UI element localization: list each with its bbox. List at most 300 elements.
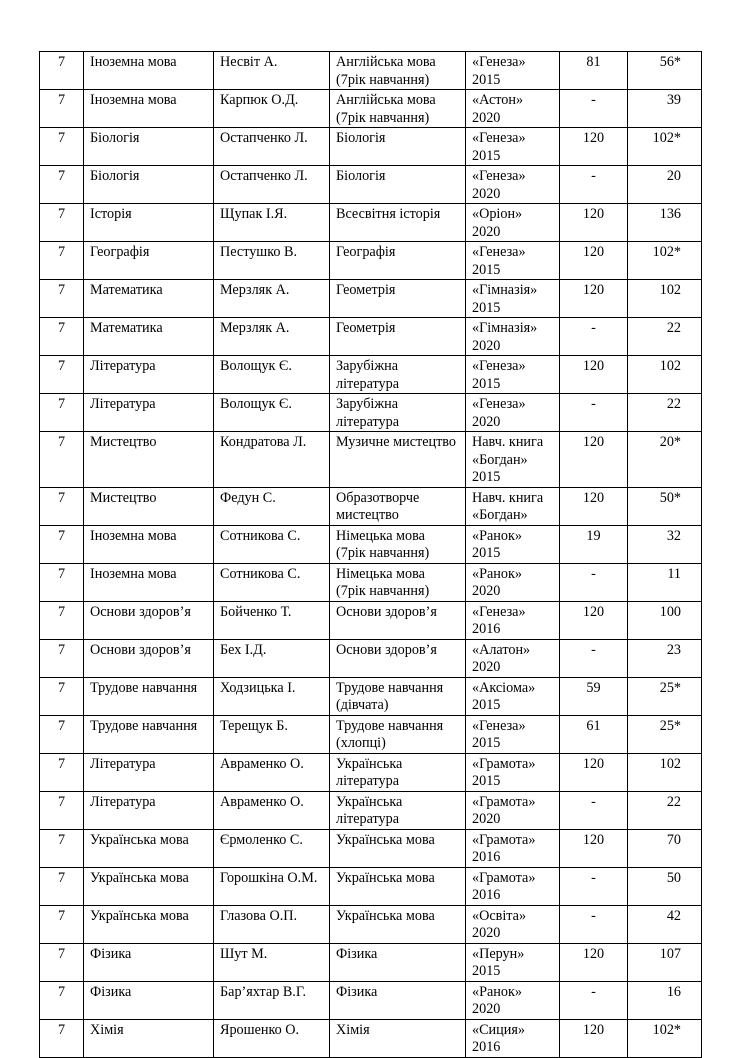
publisher-cell <box>466 90 560 128</box>
title-line: Образотворче <box>336 489 420 506</box>
title-cell <box>330 829 466 867</box>
title-cell <box>330 487 466 525</box>
exemplars-cell: - <box>560 867 628 905</box>
title-cell <box>330 981 466 1019</box>
author-cell: Мерзляк А. <box>214 318 330 356</box>
publisher-line: 2015 <box>472 261 501 278</box>
publisher-line: 2016 <box>472 621 501 637</box>
author-cell: Шут М. <box>214 943 330 981</box>
publisher-line: «Ранок» <box>472 527 522 544</box>
publisher-line: «Гімназія» <box>472 320 538 336</box>
publisher-line: «Генеза» <box>472 603 526 620</box>
publisher-line: 2020 <box>472 185 501 202</box>
exemplars-cell: - <box>560 90 628 128</box>
table-row <box>40 242 702 280</box>
available-cell: 22 <box>628 394 702 432</box>
publisher-line: «Генеза» <box>472 717 526 734</box>
table-row <box>40 166 702 204</box>
table-row <box>40 715 702 753</box>
title-line: Фізика <box>336 983 378 1000</box>
grade-cell: 7 <box>40 394 84 432</box>
title-line: Геометрія <box>336 320 396 336</box>
title-line: Українська мова <box>336 831 435 848</box>
table-row <box>40 677 702 715</box>
exemplars-cell: 120 <box>560 204 628 242</box>
subject-cell: Мистецтво <box>84 432 214 488</box>
title-cell <box>330 753 466 791</box>
publisher-line: «Гімназія» <box>472 282 538 298</box>
exemplars-cell: 120 <box>560 753 628 791</box>
title-cell <box>330 867 466 905</box>
title-line: (хлопці) <box>336 735 386 751</box>
publisher-line: 2015 <box>472 299 501 316</box>
available-cell: 23 <box>628 639 702 677</box>
grade-cell: 7 <box>40 867 84 905</box>
grade-cell: 7 <box>40 204 84 242</box>
author-cell: Глазова О.П. <box>214 905 330 943</box>
publisher-cell <box>466 753 560 791</box>
title-cell <box>330 280 466 318</box>
title-line: Фізика <box>336 945 378 962</box>
publisher-cell <box>466 677 560 715</box>
publisher-cell <box>466 525 560 563</box>
grade-cell: 7 <box>40 981 84 1019</box>
title-line: (7рік навчання) <box>336 545 430 561</box>
publisher-cell <box>466 601 560 639</box>
title-line: література <box>336 413 400 430</box>
exemplars-cell: 120 <box>560 356 628 394</box>
publisher-line: 2020 <box>472 925 501 941</box>
publisher-cell <box>466 242 560 280</box>
subject-cell: Фізика <box>84 981 214 1019</box>
subject-cell: Трудове навчання <box>84 677 214 715</box>
title-cell <box>330 204 466 242</box>
title-line: Біологія <box>336 168 386 184</box>
publisher-cell <box>466 128 560 166</box>
grade-cell: 7 <box>40 318 84 356</box>
author-cell: Мерзляк А. <box>214 280 330 318</box>
available-cell: 39 <box>628 90 702 128</box>
exemplars-cell: - <box>560 981 628 1019</box>
author-cell: Кондратова Л. <box>214 432 330 488</box>
table-row <box>40 943 702 981</box>
available-cell: 20 <box>628 166 702 204</box>
publisher-line: 2016 <box>472 887 501 903</box>
title-line: Геометрія <box>336 282 396 298</box>
exemplars-cell: 120 <box>560 601 628 639</box>
publisher-cell <box>466 829 560 867</box>
subject-cell: Українська мова <box>84 829 214 867</box>
publisher-cell <box>466 715 560 753</box>
subject-cell: Хімія <box>84 1019 214 1057</box>
publisher-cell <box>466 52 560 90</box>
publisher-line: 2016 <box>472 1039 501 1055</box>
title-cell <box>330 905 466 943</box>
subject-cell: Історія <box>84 204 214 242</box>
table-row <box>40 487 702 525</box>
publisher-cell <box>466 943 560 981</box>
publisher-cell <box>466 639 560 677</box>
exemplars-cell: - <box>560 905 628 943</box>
publisher-cell <box>466 166 560 204</box>
title-cell <box>330 52 466 90</box>
exemplars-cell: - <box>560 394 628 432</box>
publisher-line: «Астон» <box>472 92 524 108</box>
author-cell: Бойченко Т. <box>214 601 330 639</box>
title-line: Зарубіжна <box>336 396 399 412</box>
title-line: Українська мова <box>336 869 435 886</box>
subject-cell: Іноземна мова <box>84 525 214 563</box>
author-cell: Ярошенко О. <box>214 1019 330 1057</box>
author-cell: Сотникова С. <box>214 563 330 601</box>
exemplars-cell: - <box>560 791 628 829</box>
subject-cell: Українська мова <box>84 867 214 905</box>
grade-cell: 7 <box>40 166 84 204</box>
subject-cell: Українська мова <box>84 905 214 943</box>
textbook-table-body <box>40 52 702 1058</box>
title-line: (дівчата) <box>336 697 389 713</box>
title-cell <box>330 394 466 432</box>
grade-cell: 7 <box>40 280 84 318</box>
grade-cell: 7 <box>40 52 84 90</box>
title-line: Українська <box>336 793 403 810</box>
table-row <box>40 867 702 905</box>
exemplars-cell: 120 <box>560 432 628 488</box>
available-cell: 11 <box>628 563 702 601</box>
publisher-line: «Алатон» <box>472 641 531 658</box>
grade-cell: 7 <box>40 525 84 563</box>
publisher-line: «Богдан» <box>472 451 528 468</box>
subject-cell: Основи здоров’я <box>84 639 214 677</box>
title-cell <box>330 943 466 981</box>
publisher-line: «Генеза» <box>472 244 526 260</box>
subject-cell: Математика <box>84 318 214 356</box>
exemplars-cell: 120 <box>560 280 628 318</box>
available-cell: 56* <box>628 52 702 90</box>
publisher-line: «Освіта» <box>472 907 527 924</box>
author-cell: Щупак І.Я. <box>214 204 330 242</box>
publisher-line: «Генеза» <box>472 168 526 184</box>
available-cell: 25* <box>628 677 702 715</box>
publisher-cell <box>466 563 560 601</box>
available-cell: 102 <box>628 356 702 394</box>
table-row <box>40 791 702 829</box>
author-cell: Авраменко О. <box>214 753 330 791</box>
table-row <box>40 394 702 432</box>
publisher-line: 2020 <box>472 109 501 126</box>
publisher-line: 2015 <box>472 697 501 713</box>
publisher-line: 2015 <box>472 735 501 751</box>
publisher-cell <box>466 867 560 905</box>
available-cell: 22 <box>628 791 702 829</box>
table-row <box>40 356 702 394</box>
title-line: Українська мова <box>336 907 435 924</box>
publisher-line: 2015 <box>472 147 501 164</box>
table-row <box>40 204 702 242</box>
publisher-line: «Грамота» <box>472 869 536 886</box>
publisher-line: 2020 <box>472 811 501 827</box>
title-cell <box>330 242 466 280</box>
title-line: Географія <box>336 244 396 260</box>
grade-cell: 7 <box>40 943 84 981</box>
title-line: Англійська мова <box>336 54 436 70</box>
publisher-line: Навч. книга <box>472 489 544 506</box>
title-line: Хімія <box>336 1021 370 1038</box>
title-line: Музичне мистецтво <box>336 434 456 450</box>
table-row <box>40 753 702 791</box>
exemplars-cell: 120 <box>560 943 628 981</box>
publisher-line: «Аксіома» <box>472 679 536 696</box>
subject-cell: Література <box>84 791 214 829</box>
subject-cell: Біологія <box>84 166 214 204</box>
publisher-line: 2015 <box>472 773 501 789</box>
publisher-cell <box>466 280 560 318</box>
grade-cell: 7 <box>40 753 84 791</box>
author-cell: Федун С. <box>214 487 330 525</box>
title-cell <box>330 601 466 639</box>
available-cell: 100 <box>628 601 702 639</box>
table-row <box>40 563 702 601</box>
grade-cell: 7 <box>40 905 84 943</box>
table-row <box>40 525 702 563</box>
title-cell <box>330 432 466 488</box>
grade-cell: 7 <box>40 90 84 128</box>
author-cell: Єрмоленко С. <box>214 829 330 867</box>
exemplars-cell: 19 <box>560 525 628 563</box>
exemplars-cell: 120 <box>560 242 628 280</box>
publisher-line: 2015 <box>472 71 501 88</box>
publisher-line: «Ранок» <box>472 565 522 582</box>
available-cell: 107 <box>628 943 702 981</box>
exemplars-cell: - <box>560 166 628 204</box>
publisher-cell <box>466 204 560 242</box>
publisher-cell <box>466 791 560 829</box>
title-line: мистецтво <box>336 507 399 523</box>
exemplars-cell: - <box>560 563 628 601</box>
publisher-line: «Ранок» <box>472 983 522 1000</box>
publisher-line: Навч. книга <box>472 434 544 450</box>
author-cell: Сотникова С. <box>214 525 330 563</box>
title-cell <box>330 791 466 829</box>
table-row <box>40 829 702 867</box>
title-line: Німецька мова <box>336 565 425 582</box>
publisher-line: «Грамота» <box>472 755 536 772</box>
publisher-line: 2015 <box>472 545 501 561</box>
publisher-line: «Генеза» <box>472 130 526 146</box>
title-line: Трудове навчання <box>336 679 444 696</box>
exemplars-cell: 59 <box>560 677 628 715</box>
title-cell <box>330 166 466 204</box>
author-cell: Пестушко В. <box>214 242 330 280</box>
title-cell <box>330 677 466 715</box>
title-line: Біологія <box>336 130 386 146</box>
title-cell <box>330 563 466 601</box>
title-cell <box>330 90 466 128</box>
publisher-cell <box>466 981 560 1019</box>
grade-cell: 7 <box>40 639 84 677</box>
publisher-line: «Генеза» <box>472 358 526 374</box>
publisher-line: «Перун» <box>472 945 525 962</box>
available-cell: 102* <box>628 1019 702 1057</box>
author-cell: Терещук Б. <box>214 715 330 753</box>
table-row <box>40 905 702 943</box>
subject-cell: Література <box>84 356 214 394</box>
title-line: Зарубіжна <box>336 358 399 374</box>
grade-cell: 7 <box>40 432 84 488</box>
title-line: Українська <box>336 755 403 772</box>
available-cell: 22 <box>628 318 702 356</box>
title-line: література <box>336 811 400 827</box>
publisher-line: 2020 <box>472 659 501 675</box>
available-cell: 50* <box>628 487 702 525</box>
title-cell <box>330 525 466 563</box>
table-row <box>40 52 702 90</box>
grade-cell: 7 <box>40 487 84 525</box>
publisher-line: 2015 <box>472 963 501 979</box>
title-line: література <box>336 773 400 789</box>
table-row <box>40 432 702 488</box>
author-cell: Волощук Є. <box>214 394 330 432</box>
grade-cell: 7 <box>40 563 84 601</box>
grade-cell: 7 <box>40 791 84 829</box>
title-cell <box>330 639 466 677</box>
publisher-line: 2020 <box>472 1001 501 1017</box>
title-line: Німецька мова <box>336 527 425 544</box>
subject-cell: Мистецтво <box>84 487 214 525</box>
title-line: Трудове навчання <box>336 717 444 734</box>
exemplars-cell: 81 <box>560 52 628 90</box>
title-cell <box>330 1019 466 1057</box>
available-cell: 102* <box>628 128 702 166</box>
publisher-line: 2020 <box>472 413 501 430</box>
available-cell: 25* <box>628 715 702 753</box>
exemplars-cell: 120 <box>560 487 628 525</box>
subject-cell: Іноземна мова <box>84 90 214 128</box>
title-line: Основи здоров’я <box>336 603 437 620</box>
publisher-cell <box>466 1019 560 1057</box>
author-cell: Остапченко Л. <box>214 128 330 166</box>
title-cell <box>330 318 466 356</box>
publisher-line: 2016 <box>472 849 501 865</box>
table-row <box>40 90 702 128</box>
title-line: Всесвітня історія <box>336 206 441 222</box>
publisher-line: «Богдан» <box>472 507 528 523</box>
title-line: література <box>336 375 400 392</box>
available-cell: 70 <box>628 829 702 867</box>
available-cell: 42 <box>628 905 702 943</box>
grade-cell: 7 <box>40 715 84 753</box>
table-row <box>40 1019 702 1057</box>
title-line: Основи здоров’я <box>336 641 437 658</box>
grade-cell: 7 <box>40 829 84 867</box>
publisher-line: «Сиция» <box>472 1021 525 1038</box>
available-cell: 20* <box>628 432 702 488</box>
title-cell <box>330 128 466 166</box>
table-row <box>40 128 702 166</box>
table-row <box>40 280 702 318</box>
author-cell: Остапченко Л. <box>214 166 330 204</box>
author-cell: Горошкіна О.М. <box>214 867 330 905</box>
publisher-cell <box>466 356 560 394</box>
subject-cell: Біологія <box>84 128 214 166</box>
exemplars-cell: 120 <box>560 1019 628 1057</box>
available-cell: 102* <box>628 242 702 280</box>
publisher-line: 2020 <box>472 337 501 354</box>
publisher-line: «Грамота» <box>472 831 536 848</box>
publisher-cell <box>466 487 560 525</box>
subject-cell: Іноземна мова <box>84 563 214 601</box>
exemplars-cell: - <box>560 318 628 356</box>
subject-cell: Географія <box>84 242 214 280</box>
table-row <box>40 981 702 1019</box>
title-cell <box>330 356 466 394</box>
publisher-line: 2020 <box>472 583 501 599</box>
author-cell: Карпюк О.Д. <box>214 90 330 128</box>
available-cell: 136 <box>628 204 702 242</box>
subject-cell: Література <box>84 753 214 791</box>
publisher-line: 2015 <box>472 469 501 485</box>
exemplars-cell: 120 <box>560 829 628 867</box>
textbook-table <box>39 51 702 1058</box>
exemplars-cell: 61 <box>560 715 628 753</box>
publisher-line: «Грамота» <box>472 793 536 810</box>
available-cell: 32 <box>628 525 702 563</box>
exemplars-cell: - <box>560 639 628 677</box>
available-cell: 102 <box>628 753 702 791</box>
publisher-line: «Генеза» <box>472 54 526 70</box>
title-line: (7рік навчання) <box>336 109 430 126</box>
grade-cell: 7 <box>40 677 84 715</box>
table-row <box>40 639 702 677</box>
publisher-cell <box>466 432 560 488</box>
publisher-cell <box>466 394 560 432</box>
publisher-line: 2020 <box>472 223 501 240</box>
subject-cell: Трудове навчання <box>84 715 214 753</box>
title-cell <box>330 715 466 753</box>
grade-cell: 7 <box>40 128 84 166</box>
publisher-cell <box>466 318 560 356</box>
subject-cell: Іноземна мова <box>84 52 214 90</box>
author-cell: Несвіт А. <box>214 52 330 90</box>
title-line: (7рік навчання) <box>336 71 430 88</box>
grade-cell: 7 <box>40 242 84 280</box>
publisher-line: 2015 <box>472 375 501 392</box>
title-line: Англійська мова <box>336 92 436 108</box>
grade-cell: 7 <box>40 356 84 394</box>
available-cell: 16 <box>628 981 702 1019</box>
author-cell: Ходзицька І. <box>214 677 330 715</box>
author-cell: Бар’яхтар В.Г. <box>214 981 330 1019</box>
available-cell: 102 <box>628 280 702 318</box>
grade-cell: 7 <box>40 1019 84 1057</box>
grade-cell: 7 <box>40 601 84 639</box>
table-row <box>40 318 702 356</box>
subject-cell: Основи здоров’я <box>84 601 214 639</box>
subject-cell: Фізика <box>84 943 214 981</box>
available-cell: 50 <box>628 867 702 905</box>
author-cell: Авраменко О. <box>214 791 330 829</box>
subject-cell: Література <box>84 394 214 432</box>
author-cell: Бех І.Д. <box>214 639 330 677</box>
author-cell: Волощук Є. <box>214 356 330 394</box>
exemplars-cell: 120 <box>560 128 628 166</box>
publisher-line: «Генеза» <box>472 396 526 412</box>
subject-cell: Математика <box>84 280 214 318</box>
table-row <box>40 601 702 639</box>
publisher-line: «Оріон» <box>472 206 523 222</box>
publisher-cell <box>466 905 560 943</box>
title-line: (7рік навчання) <box>336 583 430 599</box>
